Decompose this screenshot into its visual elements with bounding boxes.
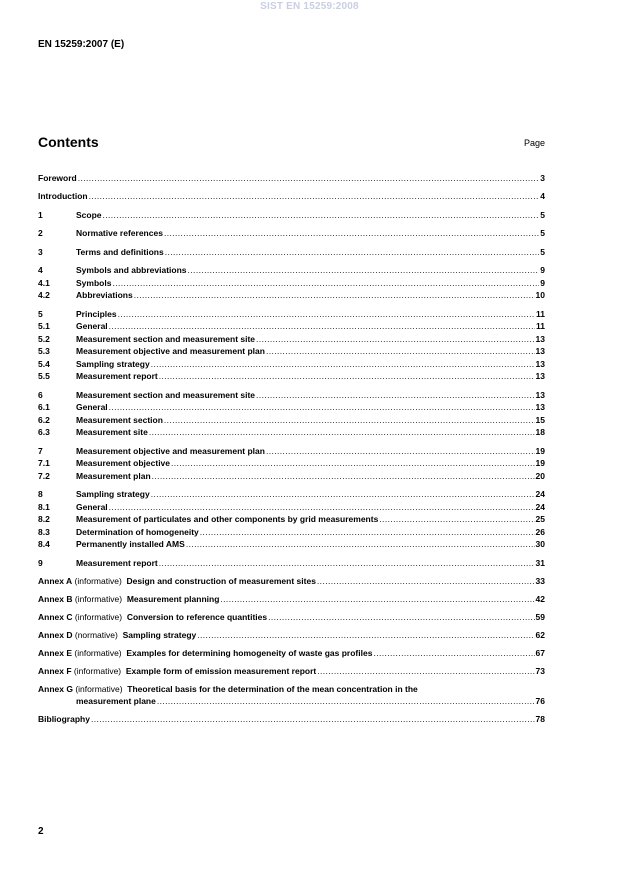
leader-dots xyxy=(103,209,540,222)
toc-entry-number: 5 xyxy=(38,308,43,319)
toc-entry[interactable] xyxy=(38,308,545,321)
annex-kind: (informative) xyxy=(73,665,122,676)
toc-entry[interactable] xyxy=(38,190,545,203)
toc-entry[interactable] xyxy=(38,389,545,402)
leader-dots xyxy=(157,695,535,708)
toc-entry-number: 7 xyxy=(38,445,43,456)
annex-title: Sampling strategy xyxy=(122,629,197,640)
toc-entry-number: 4 xyxy=(38,265,43,275)
leader-dots xyxy=(151,358,535,371)
toc-entry-title: General xyxy=(76,402,108,412)
toc-entry[interactable] xyxy=(38,401,545,414)
toc-entry-title: Normative references xyxy=(76,228,163,238)
toc-entry-title: Symbols and abbreviations xyxy=(76,265,187,275)
leader-dots xyxy=(266,345,535,358)
toc-entry-page: 19 xyxy=(535,458,545,468)
annex-label: Annex A xyxy=(38,575,73,586)
toc-entry-number: 6.3 xyxy=(38,427,50,437)
toc-entry[interactable] xyxy=(38,501,545,514)
standard-id: EN 15259:2007 (E) xyxy=(38,39,125,50)
toc-entry-title: Sampling strategy xyxy=(76,358,150,369)
toc-entry-title: Measurement report xyxy=(76,557,158,568)
toc-entry-title: Permanently installed AMS xyxy=(76,539,185,549)
toc-entry[interactable] xyxy=(38,345,545,358)
toc-entry-page: 9 xyxy=(540,277,545,288)
annex-label: Annex E xyxy=(38,647,73,658)
toc-entry-title: Measurement section xyxy=(76,414,163,425)
toc-entry-title: Foreword xyxy=(38,173,77,183)
leader-dots xyxy=(200,526,535,539)
toc-entry-number: 6.1 xyxy=(38,402,50,412)
leader-dots xyxy=(165,246,540,259)
toc-entry-page: 62 xyxy=(535,629,545,640)
leader-dots xyxy=(220,593,534,606)
toc-entry-number: 5.2 xyxy=(38,333,50,344)
leader-dots xyxy=(159,370,535,383)
annex-label: Annex C xyxy=(38,611,73,622)
toc-entry-number: 8.2 xyxy=(38,514,50,524)
annex-kind: (informative) xyxy=(74,575,122,586)
annex-label: Annex B xyxy=(38,593,73,604)
toc-entry-title: Principles xyxy=(76,308,117,319)
toc-entry[interactable] xyxy=(38,277,545,290)
toc-entry-number: 2 xyxy=(38,228,43,238)
leader-dots xyxy=(256,333,534,346)
toc-entry-title: Measurement of particulates and other components by grid measurements xyxy=(76,514,379,524)
leader-dots xyxy=(78,172,540,185)
toc-entry[interactable] xyxy=(38,264,545,277)
toc-entry-title: Measurement plan xyxy=(76,470,151,481)
toc-entry-page: 59 xyxy=(535,611,545,622)
toc-entry-page: 11 xyxy=(536,308,545,319)
toc-entry-page: 30 xyxy=(535,539,545,549)
toc-annex-entry[interactable] xyxy=(38,629,545,642)
toc-entry-page: 33 xyxy=(535,575,545,586)
toc-entry[interactable] xyxy=(38,358,545,371)
toc-entry-title: Measurement objective and measurement plan xyxy=(76,346,265,356)
leader-dots xyxy=(317,575,535,588)
toc-entry[interactable] xyxy=(38,457,545,470)
leader-dots xyxy=(151,488,535,501)
toc-entry-number: 8.1 xyxy=(38,501,50,512)
toc-entry-number: 4.1 xyxy=(38,277,50,288)
toc-entry[interactable] xyxy=(38,470,545,483)
leader-dots xyxy=(159,557,535,570)
toc-entry-page: 15 xyxy=(535,414,545,425)
toc-entry-page: 19 xyxy=(535,445,545,456)
leader-dots xyxy=(379,513,534,526)
annex-label: Annex D xyxy=(38,629,73,640)
toc-entry-page: 5 xyxy=(540,228,545,238)
toc-entry-page: 25 xyxy=(535,514,545,524)
annex-kind: (informative) xyxy=(74,647,122,658)
toc-entry-page: 24 xyxy=(535,501,545,512)
toc-entry-title: Measurement objective xyxy=(76,458,171,468)
contents-title: Contents xyxy=(38,134,99,150)
toc-entry-page: 26 xyxy=(535,526,545,537)
toc-annex-entry[interactable] xyxy=(38,665,545,678)
leader-dots xyxy=(149,426,535,439)
leader-dots xyxy=(188,264,540,277)
toc-entry-number: 8.3 xyxy=(38,526,50,537)
toc-entry-page: 13 xyxy=(535,333,545,344)
annex-title: Examples for determining homogeneity of waste gas profiles xyxy=(126,647,373,658)
leader-dots xyxy=(317,665,534,678)
toc-entry-page: 13 xyxy=(535,346,545,356)
leader-dots xyxy=(373,647,534,660)
toc-entry-title: Introduction xyxy=(38,191,88,201)
annex-kind: (informative) xyxy=(74,611,123,622)
toc-entry-page: 9 xyxy=(540,265,545,275)
toc-annex-entry[interactable] xyxy=(38,611,545,624)
toc-entry-page: 10 xyxy=(535,290,545,300)
annex-title: Theoretical basis for the determination of the mean concentration in the xyxy=(127,683,418,694)
toc-entry-title: Terms and definitions xyxy=(76,246,164,257)
annex-label: Annex F xyxy=(38,665,72,676)
toc-entry-page: 13 xyxy=(535,371,545,381)
toc-entry-page: 5 xyxy=(540,209,545,220)
toc-entry[interactable] xyxy=(38,333,545,346)
toc-entry[interactable] xyxy=(38,246,545,259)
toc-entry-title: Symbols xyxy=(76,277,112,288)
toc-entry-title: Measurement site xyxy=(76,427,148,437)
toc-entry[interactable] xyxy=(38,445,545,458)
annex-title: Example form of emission measurement report xyxy=(125,665,317,676)
toc-entry-title: General xyxy=(76,321,108,331)
toc-entry[interactable] xyxy=(38,557,545,570)
annex-title: Conversion to reference quantities xyxy=(126,611,268,622)
leader-dots xyxy=(268,611,534,624)
toc-entry-number: 9 xyxy=(38,557,43,568)
toc-entry[interactable] xyxy=(38,370,545,383)
toc-entry-title: Abbreviations xyxy=(76,290,133,300)
toc-entry-title: Determination of homogeneity xyxy=(76,526,199,537)
toc-entry[interactable] xyxy=(38,172,545,185)
toc-entry-title: Measurement report xyxy=(76,371,158,381)
toc-entry-title: Measurement section and measurement site xyxy=(76,389,256,400)
annex-title-continued: measurement plane xyxy=(76,696,156,706)
toc-annex-entry[interactable] xyxy=(38,683,545,708)
toc-entry-number: 6.2 xyxy=(38,414,50,425)
toc-entry[interactable] xyxy=(38,538,545,551)
leader-dots xyxy=(109,501,535,514)
toc-entry-number: 1 xyxy=(38,209,43,220)
toc-entry[interactable] xyxy=(38,227,545,240)
annex-title: Measurement planning xyxy=(126,593,220,604)
toc-annex-entry[interactable] xyxy=(38,647,545,660)
toc-entry-page: 31 xyxy=(535,557,545,568)
toc-entry-page: 11 xyxy=(536,321,545,331)
toc-entry[interactable] xyxy=(38,414,545,427)
toc-entry-number: 5.4 xyxy=(38,358,50,369)
toc-entry-page: 13 xyxy=(535,358,545,369)
toc-entry[interactable] xyxy=(38,488,545,501)
leader-dots xyxy=(109,401,535,414)
toc-entry-title: Scope xyxy=(76,209,102,220)
toc-entry-number: 7.2 xyxy=(38,470,50,481)
annex-kind: (informative) xyxy=(74,593,123,604)
toc-entry-page: 67 xyxy=(535,647,545,658)
leader-dots xyxy=(164,227,539,240)
toc-entry-number: 5.3 xyxy=(38,346,50,356)
toc-entry[interactable] xyxy=(38,289,545,302)
toc-entry-number: 5.5 xyxy=(38,371,50,381)
toc-entry-page: 13 xyxy=(535,389,545,400)
toc-entry-number: 8.4 xyxy=(38,539,50,549)
toc-entry-page: 3 xyxy=(540,173,545,183)
toc-entry[interactable] xyxy=(38,426,545,439)
toc-entry-bibliography[interactable] xyxy=(38,713,545,726)
toc-entry-page: 78 xyxy=(535,714,545,724)
toc-entry-page: 18 xyxy=(535,427,545,437)
toc-entry-number: 3 xyxy=(38,246,43,257)
toc-entry-page: 24 xyxy=(535,489,545,499)
toc-entry-page: 73 xyxy=(535,665,545,676)
leader-dots xyxy=(164,414,535,427)
leader-dots xyxy=(256,389,534,402)
leader-dots xyxy=(171,457,535,470)
toc-entry-title: Measurement section and measurement site xyxy=(76,333,256,344)
toc-entry-page: 42 xyxy=(535,593,545,604)
leader-dots xyxy=(109,320,535,333)
toc-entry-page: 13 xyxy=(535,402,545,412)
toc-entry[interactable] xyxy=(38,320,545,333)
toc-entry-number: 4.2 xyxy=(38,290,50,300)
annex-kind: (normative) xyxy=(74,629,118,640)
toc-entry[interactable] xyxy=(38,513,545,526)
toc-entry-number: 5.1 xyxy=(38,321,50,331)
table-of-contents xyxy=(38,172,545,726)
annex-title: Design and construction of measurement sites xyxy=(126,575,316,586)
page-number: 2 xyxy=(38,826,44,837)
leader-dots xyxy=(112,277,539,290)
toc-entry[interactable] xyxy=(38,526,545,539)
toc-entry-number: 8 xyxy=(38,489,43,499)
toc-entry-number: 6 xyxy=(38,389,43,400)
leader-dots xyxy=(197,629,534,642)
toc-entry-page: 76 xyxy=(535,696,545,706)
toc-entry-title: Bibliography xyxy=(38,714,90,724)
leader-dots xyxy=(91,713,535,726)
watermark: SIST EN 15259:2008 xyxy=(260,1,359,12)
toc-entry-page: 4 xyxy=(540,191,545,201)
leader-dots xyxy=(186,538,535,551)
toc-entry-page: 20 xyxy=(535,470,545,481)
toc-entry-title: General xyxy=(76,501,108,512)
leader-dots xyxy=(89,190,540,203)
toc-entry-title: Sampling strategy xyxy=(76,489,150,499)
toc-entry-title: Measurement objective and measurement plan xyxy=(76,445,265,456)
toc-annex-entry[interactable] xyxy=(38,575,545,588)
page-column-label: Page xyxy=(523,138,545,148)
toc-entry-number: 7.1 xyxy=(38,458,50,468)
leader-dots xyxy=(118,308,535,321)
leader-dots xyxy=(134,289,535,302)
leader-dots xyxy=(152,470,535,483)
annex-kind: (informative) xyxy=(75,683,123,694)
leader-dots xyxy=(266,445,535,458)
annex-label: Annex G xyxy=(38,683,73,694)
toc-entry[interactable] xyxy=(38,209,545,222)
toc-annex-entry[interactable] xyxy=(38,593,545,606)
toc-entry-page: 5 xyxy=(540,246,545,257)
